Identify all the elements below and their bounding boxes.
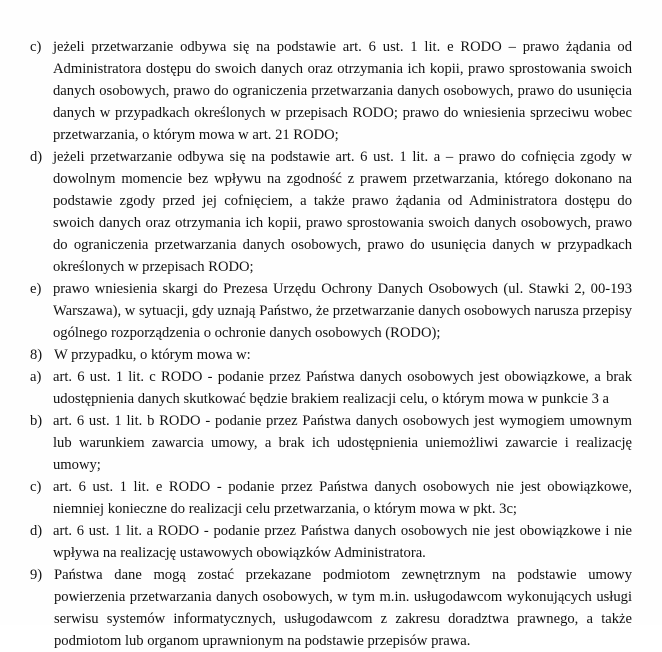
list-item (30, 36, 632, 146)
list-marker: a) (30, 369, 42, 385)
list-item (30, 410, 632, 476)
list-marker: b) (30, 413, 43, 429)
section-8-intro-text: W przypadku, o którym mowa w: (54, 347, 251, 363)
section-8-marker: 8) (30, 347, 43, 363)
section-9-item (30, 564, 632, 652)
list-item-text: art. 6 ust. 1 lit. e RODO - podanie przez Państwa danych osobowych nie jest obowiązkowe, niemniej konieczne do realizacji celu przetwarzania, o którym mowa w pkt. 3c; (53, 479, 632, 517)
section-8-sublist (30, 366, 632, 564)
list-item-text: prawo wniesienia skargi do Prezesa Urzędu Ochrony Danych Osobowych (ul. Stawki 2, 00-193 Warszawa), w sytuacji, gdy uznają Państwo, że przetwarzanie danych osobowych narusza przepisy ogólnego rozporządzenia o ochronie danych osobowych (RODO); (53, 281, 632, 341)
list-item (30, 520, 632, 564)
section-8 (30, 344, 632, 366)
list-item (30, 146, 632, 278)
list-item-text: art. 6 ust. 1 lit. a RODO - podanie przez Państwa danych osobowych nie jest obowiązkowe i nie wpływa na realizację ustawowych obowiązków Administratora. (53, 523, 632, 561)
list-item-text: jeżeli przetwarzanie odbywa się na podstawie art. 6 ust. 1 lit. e RODO – prawo żądania od Administratora dostępu do swoich danych oraz otrzymania ich kopii, prawo sprostowania swoich danych osobowych, prawo do ograniczenia przetwarzania danych osobowych, prawo do usunięcia danych w przypadkach określonych w przepisach RODO; prawo do wniesienia sprzeciwu wobec przetwarzania, o którym mowa w art. 21 RODO; (53, 39, 632, 143)
list-item (30, 278, 632, 344)
list-item (30, 366, 632, 410)
list-marker: d) (30, 523, 43, 539)
section-8-heading (30, 344, 632, 366)
list-item-text: art. 6 ust. 1 lit. b RODO - podanie przez Państwa danych osobowych jest wymogiem umownym lub warunkiem zawarcia umowy, a brak ich udostępnienia uniemożliwi zawarcie i realizację umowy; (53, 413, 632, 473)
list-marker: e) (30, 281, 42, 297)
list-item-text: jeżeli przetwarzanie odbywa się na podstawie art. 6 ust. 1 lit. a – prawo do cofnięcia zgody w dowolnym momencie bez wpływu na zgodność z prawem przetwarzania, którego dokonano na podstawie zgody przed jej cofnięciem, a także prawo żądania od Administratora dostępu do swoich danych oraz otrzymania ich kopii, prawo sprostowania swoich danych osobowych, prawo do ograniczenia przetwarzania danych osobowych, prawo do usunięcia danych w przypadkach określonych w przepisach RODO; (53, 149, 632, 275)
section-9-marker: 9) (30, 567, 43, 583)
list-marker: d) (30, 149, 43, 165)
list-marker: c) (30, 39, 42, 55)
list-item-text: art. 6 ust. 1 lit. c RODO - podanie przez Państwa danych osobowych jest obowiązkowe, a brak udostępnienia danych skutkować będzie brakiem realizacji celu, o którym mowa w punkcie 3 a (53, 369, 632, 407)
section-9 (30, 564, 632, 652)
section-9-text: Państwa dane mogą zostać przekazane podmiotom zewnętrznym na podstawie umowy powierzenia przetwarzania danych osobowych, w tym m.in. usługodawcom wykonujących usługi serwisu systemów informatycznych, usługodawcom z zakresu doradztwa prawnego, a także podmiotom lub organom uprawnionym na podstawie przepisów prawa. (54, 567, 632, 649)
continued-lettered-list (30, 36, 632, 344)
list-item (30, 476, 632, 520)
list-marker: c) (30, 479, 42, 495)
